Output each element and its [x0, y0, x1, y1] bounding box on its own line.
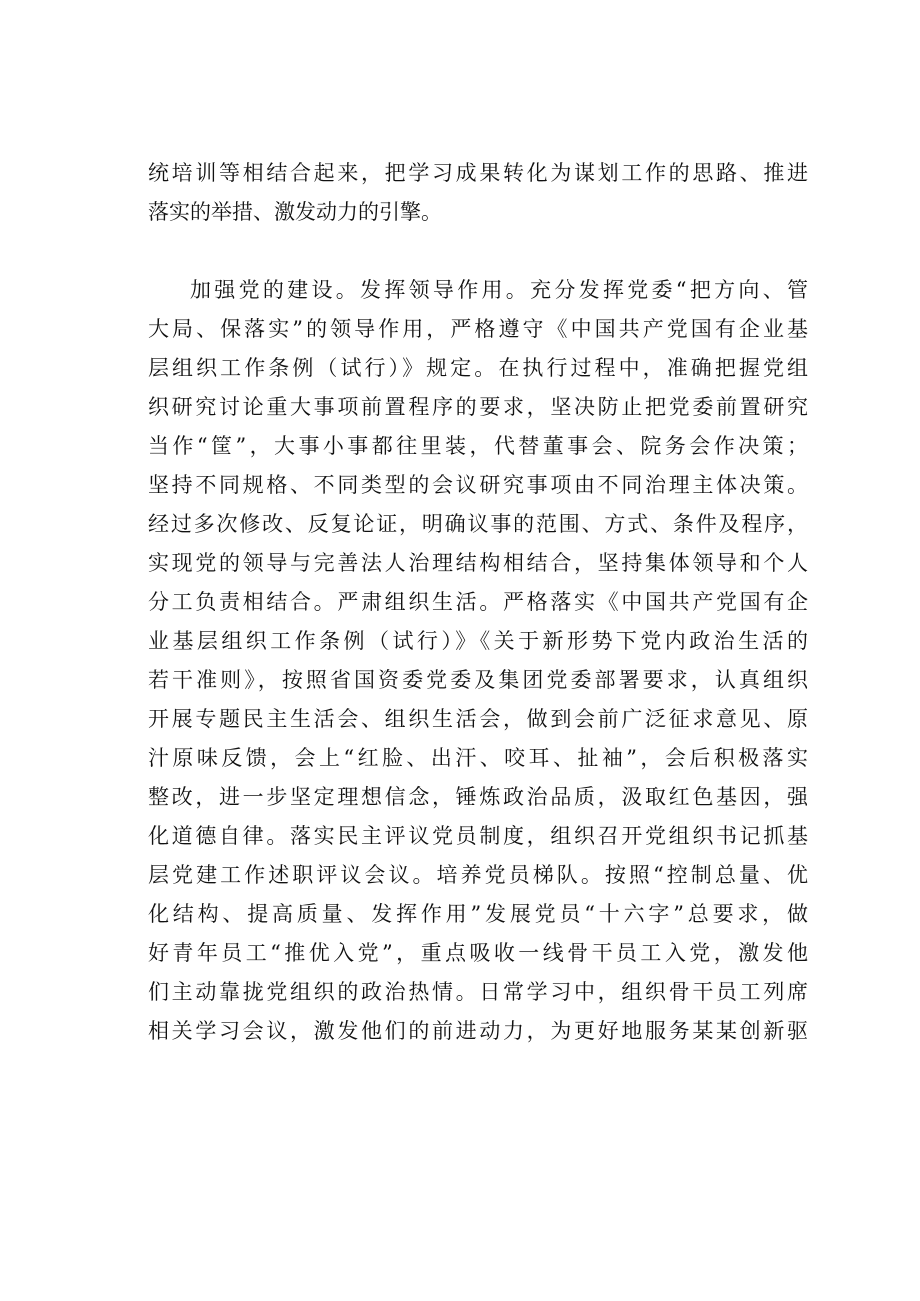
text-line: 层组织工作条例（试行）》规定。在执行过程中，准确把握党组	[148, 356, 808, 380]
text-line: 业基层组织工作条例（试行）》《关于新形势下党内政治生活的	[148, 629, 808, 653]
text-line: 织研究讨论重大事项前置程序的要求，坚决防止把党委前置研究	[148, 395, 808, 419]
text-line: 加强党的建设。发挥领导作用。充分发挥党委“把方向、管	[190, 278, 808, 302]
text-line: 当作“筐”，大事小事都往里装，代替董事会、院务会作决策；	[148, 434, 808, 458]
text-line: 统培训等相结合起来，把学习成果转化为谋划工作的思路、推进	[148, 161, 808, 185]
paragraph-continuation	[148, 154, 808, 232]
document-body	[148, 154, 808, 1051]
text-line: 开展专题民主生活会、组织生活会，做到会前广泛征求意见、原	[148, 707, 808, 731]
text-line: 落实的举措、激发动力的引擎。	[148, 200, 442, 224]
text-line: 分工负责相结合。严肃组织生活。严格落实《中国共产党国有企	[148, 590, 808, 614]
text-line: 相关学习会议，激发他们的前进动力，为更好地服务某某创新驱	[148, 1019, 808, 1043]
text-line: 整改，进一步坚定理想信念，锤炼政治品质，汲取红色基因，强	[148, 785, 808, 809]
text-line: 若干准则》，按照省国资委党委及集团党委部署要求，认真组织	[148, 668, 808, 692]
paragraph-gap	[148, 232, 808, 271]
text-line: 好青年员工“推优入党”，重点吸收一线骨干员工入党，激发他	[148, 941, 808, 965]
text-line: 们主动靠拢党组织的政治热情。日常学习中，组织骨干员工列席	[148, 980, 808, 1004]
text-line: 汁原味反馈，会上“红脸、出汗、咬耳、扯袖”，会后积极落实	[148, 746, 808, 770]
paragraph-party-building	[148, 271, 808, 1051]
text-line: 经过多次修改、反复论证，明确议事的范围、方式、条件及程序，	[148, 512, 808, 536]
text-line: 化结构、提高质量、发挥作用”发展党员“十六字”总要求，做	[148, 902, 808, 926]
text-line: 实现党的领导与完善法人治理结构相结合，坚持集体领导和个人	[148, 551, 808, 575]
text-line: 大局、保落实”的领导作用，严格遵守《中国共产党国有企业基	[148, 317, 808, 341]
text-line: 化道德自律。落实民主评议党员制度，组织召开党组织书记抓基	[148, 824, 808, 848]
text-line: 坚持不同规格、不同类型的会议研究事项由不同治理主体决策。	[148, 473, 808, 497]
text-line: 层党建工作述职评议会议。培养党员梯队。按照“控制总量、优	[148, 863, 808, 887]
